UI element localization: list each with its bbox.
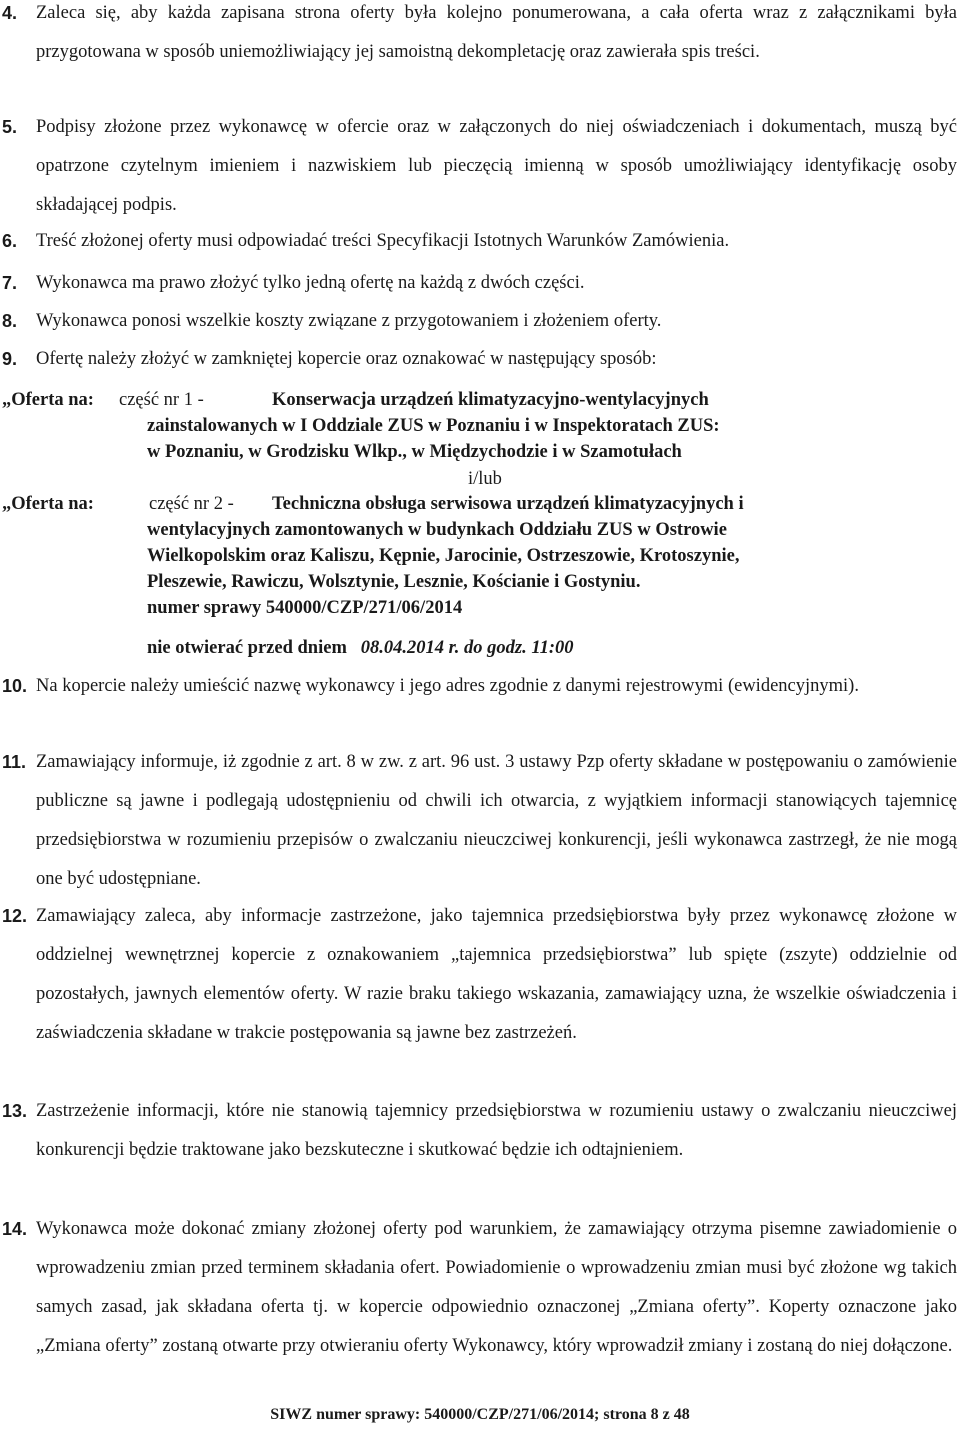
item-text: Podpisy złożone przez wykonawcę w ofercie oraz w załączonych do niej oświadczeniach i dokumentach, muszą być opatrzone czytelnym imieniem i nazwiskiem lub pieczęcią imienną w sposób umożliwiający identyfikację osoby składającej podpis. [36,117,957,215]
case-number: numer sprawy 540000/CZP/271/06/2014 [147,598,463,618]
item-number: 12. [2,906,28,926]
item-number: 9. [2,349,18,369]
list-item [0,1092,958,1170]
list-item [0,1210,958,1366]
offer-line: w Poznaniu, w Grodzisku Wlkp., w Międzychodzie i w Szamotułach [147,442,682,462]
offer-part: część nr 2 - [149,494,234,514]
offer-line: wentylacyjnych zamontowanych w budynkach Oddziału ZUS w Ostrowie [147,520,727,540]
list-item [0,743,958,899]
or-separator: i/lub [468,469,502,489]
item-text: Wykonawca ma prawo złożyć tylko jedną ofertę na każdą z dwóch części. [36,273,585,293]
notice-prefix: nie otwierać przed dniem [147,638,347,658]
offer-line: Wielkopolskim oraz Kaliszu, Kępnie, Jarocinie, Ostrzeszowie, Krotoszynie, [147,546,740,566]
list-item [0,222,958,261]
item-text: Wykonawca ponosi wszelkie koszty związane z przygotowaniem i złożeniem oferty. [36,311,662,331]
item-number: 11. [2,752,27,772]
item-number: 5. [2,117,18,137]
offer-label: „Oferta na: [2,494,94,514]
item-number: 10. [2,676,28,696]
item-text: Ofertę należy złożyć w zamkniętej kopercie oraz oznakować w następujący sposób: [36,349,657,369]
item-number: 14. [2,1219,28,1239]
item-text: Treść złożonej oferty musi odpowiadać treści Specyfikacji Istotnych Warunków Zamówienia. [36,231,730,251]
item-text: Zaleca się, aby każda zapisana strona oferty była kolejno ponumerowana, a cała oferta wraz z załącznikami była przygotowana w sposób uniemożliwiający jej samoistną dekompletację oraz zawierała spis treści. [36,3,957,62]
item-number: 4. [2,3,18,23]
item-number: 7. [2,273,18,293]
list-item [0,108,958,225]
item-text: Zastrzeżenie informacji, które nie stanowią tajemnicy przedsiębiorstwa w rozumieniu ustawy o zwalczaniu nieuczciwej konkurencji będzie traktowane jako bezskuteczne i skutkować będzie ich odtajnieniem. [36,1101,957,1160]
offer-line: Konserwacja urządzeń klimatyzacyjno-wentylacyjnych [272,390,709,410]
list-item [0,264,958,303]
offer-label: „Oferta na: [2,390,94,410]
offer-description [147,491,744,621]
do-not-open-notice [147,635,574,661]
item-text: Na kopercie należy umieścić nazwę wykonawcy i jego adres zgodnie z danymi rejestrowymi (ewidencyjnymi). [36,676,859,696]
list-item [0,897,958,1053]
item-number: 6. [2,231,18,251]
offer-line: zainstalowanych w I Oddziale ZUS w Poznaniu i w Inspektoratach ZUS: [147,416,720,436]
offer-line: Pleszewie, Rawiczu, Wolsztynie, Lesznie, Kościanie i Gostyniu. [147,572,641,592]
list-item [0,302,958,341]
item-text: Zamawiający zaleca, aby informacje zastrzeżone, jako tajemnica przedsiębiorstwa były przez wykonawcę złożone w oddzielnej wewnętrznej kopercie z oznakowaniem „tajemnica przedsiębiorstwa” lub spięte (zszyte) oddzielnie od pozostałych, jawnych elementów oferty. W razie braku takiego wskazania, zamawiający uzna, że wszelkie oświadczenia i zaświadczenia składane w trakcie postępowania są jawne bez zastrzeżeń. [36,906,957,1043]
page-footer: SIWZ numer sprawy: 540000/CZP/271/06/2014; strona 8 z 48 [270,1406,690,1423]
list-item [0,340,958,379]
item-number: 13. [2,1101,28,1121]
item-number: 8. [2,311,18,331]
offer-description [147,387,720,465]
item-text: Wykonawca może dokonać zmiany złożonej oferty pod warunkiem, że zamawiający otrzyma pisemne zawiadomienie o wprowadzeniu zmian przed terminem składania ofert. Powiadomienie o wprowadzeniu zmian musi być złożone wg takich samych zasad, jak składana oferta tj. w kopercie odpowiednio oznaczonej „Zmiana oferty”. Koperty oznaczone jako „Zmiana oferty” zostaną otwarte przy otwieraniu oferty Wykonawcy, który wprowadził zmiany i zostaną do niej dołączone. [36,1219,957,1356]
notice-date: 08.04.2014 r. do godz. 11:00 [360,638,574,658]
item-text: Zamawiający informuje, iż zgodnie z art. 8 w zw. z art. 96 ust. 3 ustawy Pzp oferty składane w postępowaniu o zamówienie publiczne są jawne i podlegają udostępnieniu od chwili ich otwarcia, z wyjątkiem informacji stanowiących tajemnicę przedsiębiorstwa w rozumieniu przepisów o zwalczaniu nieuczciwej konkurencji, jeśli wykonawca zastrzegł, że nie mogą one być udostępniane. [36,752,957,889]
offer-line: Techniczna obsługa serwisowa urządzeń klimatyzacyjnych i [272,494,744,514]
offer-part: część nr 1 - [119,390,204,410]
list-item [0,667,958,706]
list-item [0,0,958,72]
